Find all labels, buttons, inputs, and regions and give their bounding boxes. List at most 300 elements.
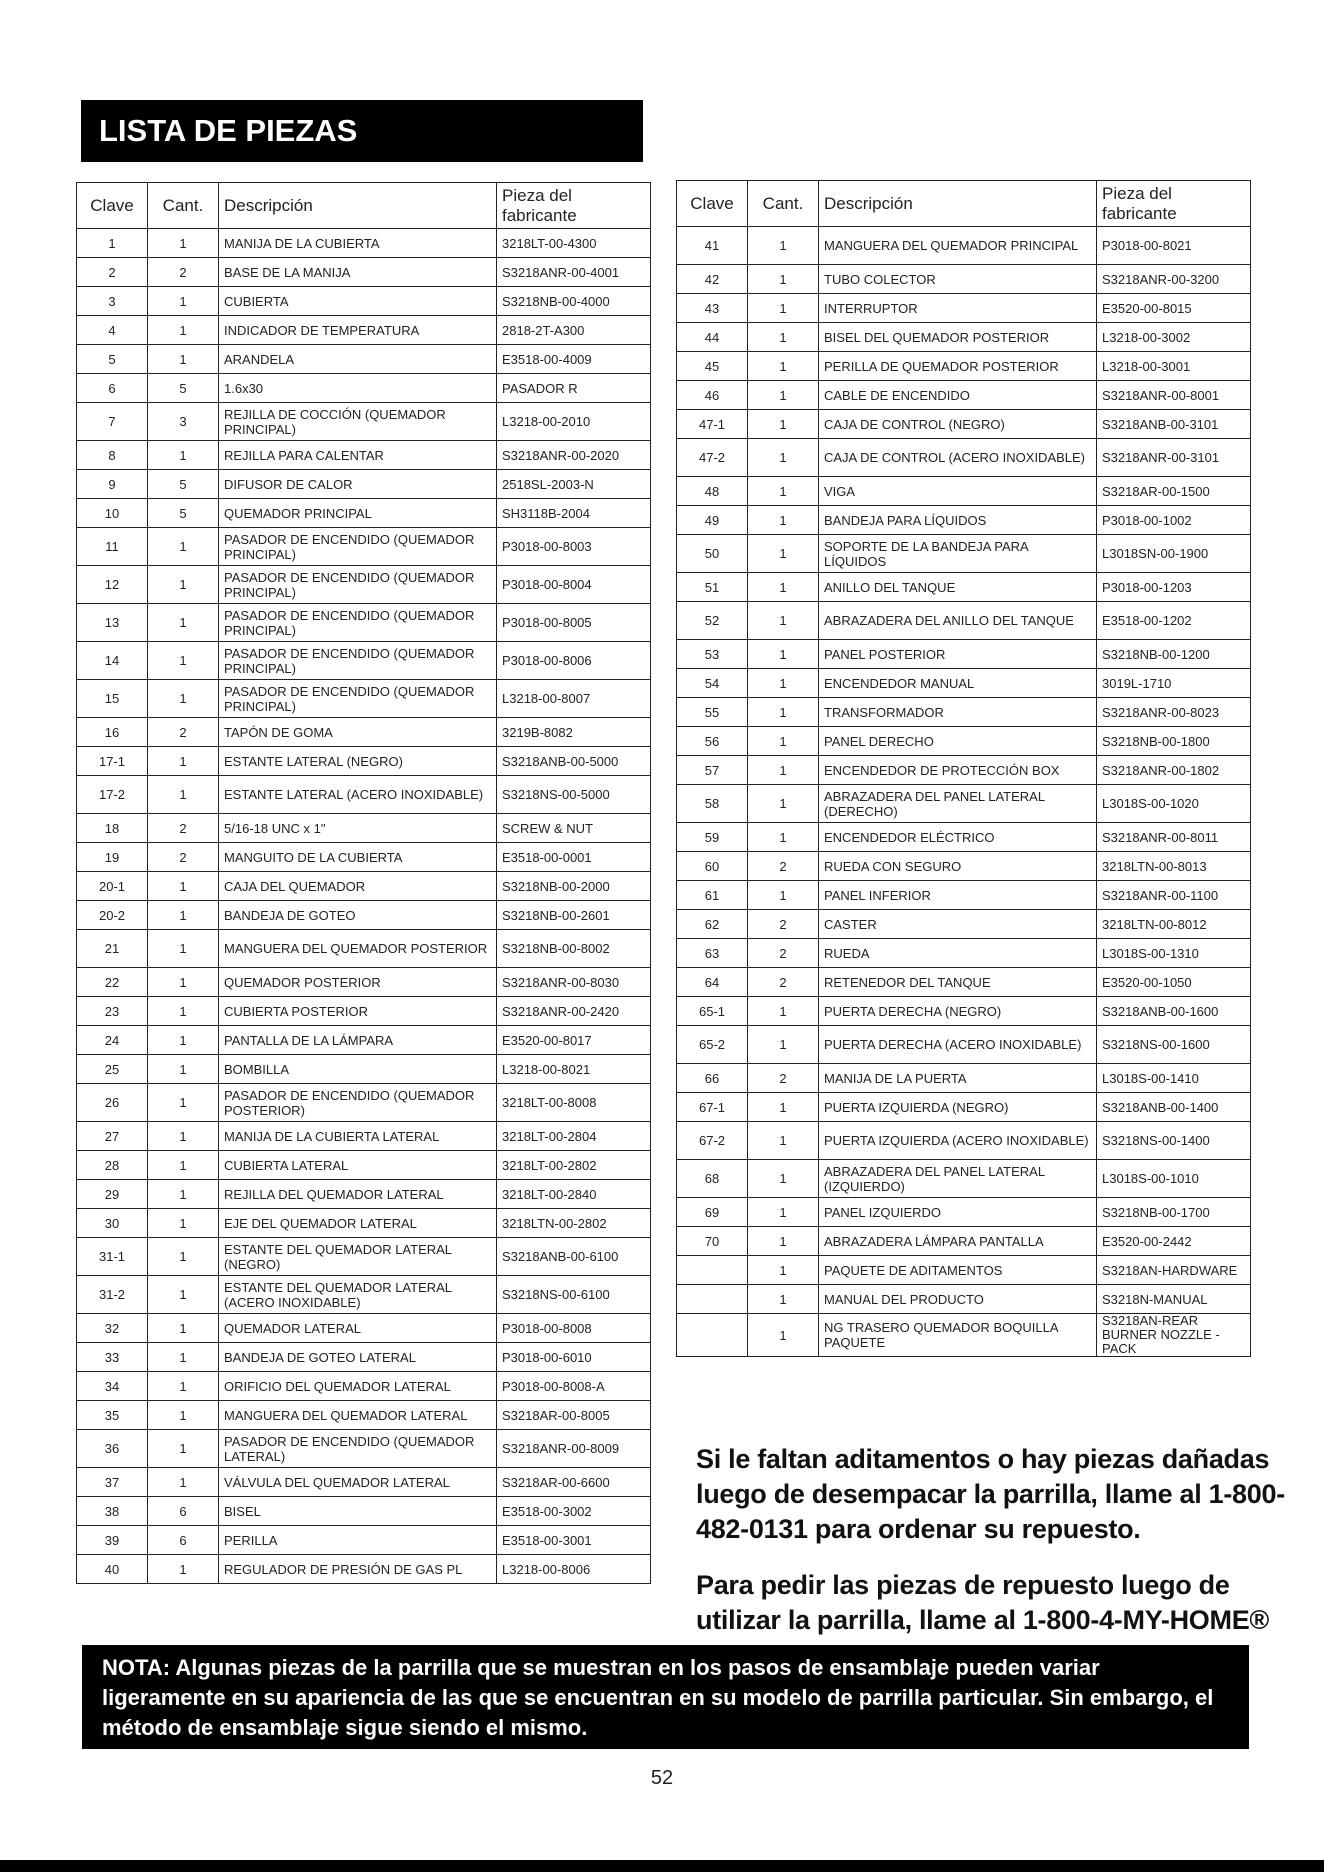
table-row	[77, 901, 651, 930]
row-key: 47-2	[677, 439, 748, 477]
table-row	[677, 352, 1251, 381]
table-row	[77, 229, 651, 258]
row-description: BANDEJA DE GOTEO	[219, 901, 497, 930]
table-row	[677, 602, 1251, 640]
row-description: ESTANTE DEL QUEMADOR LATERAL (NEGRO)	[219, 1238, 497, 1276]
table-row	[77, 1026, 651, 1055]
row-part-number: S3218ANR-00-4001	[497, 258, 651, 287]
row-part-number: S3218AR-00-1500	[1097, 477, 1251, 506]
row-part-number: L3218-00-8007	[497, 680, 651, 718]
row-part-number: SCREW & NUT	[497, 814, 651, 843]
table-row	[77, 441, 651, 470]
table-row	[77, 287, 651, 316]
row-key: 13	[77, 604, 148, 642]
row-description: PERILLA	[219, 1526, 497, 1555]
table-row	[677, 968, 1251, 997]
table-row	[677, 439, 1251, 477]
row-description: INDICADOR DE TEMPERATURA	[219, 316, 497, 345]
row-key: 56	[677, 727, 748, 756]
row-qty: 1	[748, 881, 819, 910]
row-description: PUERTA DERECHA (ACERO INOXIDABLE)	[819, 1026, 1097, 1064]
row-key: 31-1	[77, 1238, 148, 1276]
row-qty: 1	[748, 756, 819, 785]
table-header-row	[677, 181, 1251, 227]
header-qty: Cant.	[148, 183, 219, 229]
row-description: MANGUERA DEL QUEMADOR LATERAL	[219, 1401, 497, 1430]
row-key: 35	[77, 1401, 148, 1430]
table-row	[77, 1372, 651, 1401]
row-qty: 6	[148, 1497, 219, 1526]
row-key: 8	[77, 441, 148, 470]
row-description: PASADOR DE ENCENDIDO (QUEMADOR PRINCIPAL)	[219, 566, 497, 604]
row-part-number: S3218AN-REAR BURNER NOZZLE -PACK	[1097, 1314, 1251, 1357]
row-part-number: E3518-00-0001	[497, 843, 651, 872]
row-part-number: S3218ANB-00-1400	[1097, 1093, 1251, 1122]
row-part-number: 3218LT-00-2840	[497, 1180, 651, 1209]
row-part-number: S3218N-MANUAL	[1097, 1285, 1251, 1314]
row-qty: 1	[148, 229, 219, 258]
row-part-number: L3018S-00-1010	[1097, 1160, 1251, 1198]
row-key: 39	[77, 1526, 148, 1555]
row-qty: 1	[748, 352, 819, 381]
row-description: MANIJA DE LA PUERTA	[819, 1064, 1097, 1093]
row-qty: 1	[148, 1468, 219, 1497]
row-description: PAQUETE DE ADITAMENTOS	[819, 1256, 1097, 1285]
row-qty: 2	[748, 939, 819, 968]
row-description: PUERTA IZQUIERDA (NEGRO)	[819, 1093, 1097, 1122]
row-part-number: S3218AR-00-8005	[497, 1401, 651, 1430]
row-part-number: S3218NB-00-1200	[1097, 640, 1251, 669]
row-qty: 2	[748, 910, 819, 939]
row-qty: 1	[748, 477, 819, 506]
row-key: 29	[77, 1180, 148, 1209]
row-key: 36	[77, 1430, 148, 1468]
row-description: ENCENDEDOR ELÉCTRICO	[819, 823, 1097, 852]
row-key: 65-1	[677, 997, 748, 1026]
row-qty: 1	[748, 294, 819, 323]
row-qty: 1	[148, 1343, 219, 1372]
row-qty: 1	[148, 1372, 219, 1401]
row-key	[677, 1314, 748, 1357]
row-key: 49	[677, 506, 748, 535]
row-part-number: 2818-2T-A300	[497, 316, 651, 345]
row-part-number: 3218LTN-00-8013	[1097, 852, 1251, 881]
table-row	[77, 499, 651, 528]
row-description: ESTANTE DEL QUEMADOR LATERAL (ACERO INOXIDABLE)	[219, 1276, 497, 1314]
row-part-number: S3218NB-00-8002	[497, 930, 651, 968]
row-qty: 1	[748, 1198, 819, 1227]
row-key: 37	[77, 1468, 148, 1497]
row-qty: 1	[748, 602, 819, 640]
row-key: 70	[677, 1227, 748, 1256]
table-row	[77, 1276, 651, 1314]
row-key: 17-2	[77, 776, 148, 814]
row-qty: 1	[748, 323, 819, 352]
row-qty: 1	[148, 287, 219, 316]
row-qty: 2	[148, 814, 219, 843]
row-part-number: P3018-00-1002	[1097, 506, 1251, 535]
row-key: 59	[677, 823, 748, 852]
bottom-rule	[0, 1860, 1324, 1872]
row-description: ABRAZADERA DEL ANILLO DEL TANQUE	[819, 602, 1097, 640]
table-row	[677, 640, 1251, 669]
row-description: ESTANTE LATERAL (ACERO INOXIDABLE)	[219, 776, 497, 814]
table-row	[77, 258, 651, 287]
table-row	[77, 1401, 651, 1430]
row-qty: 1	[748, 727, 819, 756]
header-part-number: Pieza del fabricante	[1097, 181, 1251, 227]
row-description: QUEMADOR LATERAL	[219, 1314, 497, 1343]
page-title: LISTA DE PIEZAS	[81, 100, 643, 162]
row-description: PERILLA DE QUEMADOR POSTERIOR	[819, 352, 1097, 381]
row-qty: 1	[748, 410, 819, 439]
row-key: 22	[77, 968, 148, 997]
row-qty: 1	[148, 901, 219, 930]
parts-table-left-body	[77, 229, 651, 1584]
row-key: 66	[677, 1064, 748, 1093]
row-key: 46	[677, 381, 748, 410]
table-row	[77, 1555, 651, 1584]
row-qty: 1	[748, 669, 819, 698]
row-qty: 1	[148, 1238, 219, 1276]
table-row	[77, 642, 651, 680]
row-qty: 2	[148, 843, 219, 872]
row-part-number: 3218LTN-00-2802	[497, 1209, 651, 1238]
row-key: 33	[77, 1343, 148, 1372]
row-key: 15	[77, 680, 148, 718]
row-qty: 1	[148, 642, 219, 680]
table-row	[677, 477, 1251, 506]
row-description: BASE DE LA MANIJA	[219, 258, 497, 287]
row-key	[677, 1256, 748, 1285]
row-qty: 1	[748, 506, 819, 535]
table-row	[77, 1238, 651, 1276]
row-key: 67-1	[677, 1093, 748, 1122]
table-row	[677, 1122, 1251, 1160]
row-qty: 2	[148, 718, 219, 747]
table-row	[77, 1151, 651, 1180]
row-qty: 1	[148, 1276, 219, 1314]
row-part-number: E3518-00-3002	[497, 1497, 651, 1526]
row-part-number: P3018-00-1203	[1097, 573, 1251, 602]
row-key: 68	[677, 1160, 748, 1198]
row-key: 52	[677, 602, 748, 640]
table-row	[77, 1122, 651, 1151]
row-qty: 1	[148, 776, 219, 814]
row-description: EJE DEL QUEMADOR LATERAL	[219, 1209, 497, 1238]
row-qty: 1	[748, 823, 819, 852]
row-part-number: E3520-00-2442	[1097, 1227, 1251, 1256]
row-part-number: S3218NS-00-1400	[1097, 1122, 1251, 1160]
table-row	[77, 680, 651, 718]
row-key: 32	[77, 1314, 148, 1343]
row-qty: 1	[148, 968, 219, 997]
table-row	[677, 535, 1251, 573]
row-key: 63	[677, 939, 748, 968]
row-part-number: L3018S-00-1020	[1097, 785, 1251, 823]
row-key: 40	[77, 1555, 148, 1584]
row-part-number: P3018-00-8021	[1097, 227, 1251, 265]
table-row	[77, 1084, 651, 1122]
row-description: BANDEJA DE GOTEO LATERAL	[219, 1343, 497, 1372]
row-qty: 1	[748, 535, 819, 573]
row-key: 48	[677, 477, 748, 506]
row-description: SOPORTE DE LA BANDEJA PARA LÍQUIDOS	[819, 535, 1097, 573]
row-description: PANEL INFERIOR	[819, 881, 1097, 910]
row-qty: 6	[148, 1526, 219, 1555]
row-part-number: S3218ANR-00-2020	[497, 441, 651, 470]
row-key: 23	[77, 997, 148, 1026]
row-key: 20-1	[77, 872, 148, 901]
order-parts-message: Para pedir las piezas de repuesto luego de utilizar la parrilla, llame al 1-800-4-MY-HOME®	[696, 1570, 1269, 1635]
parts-table-right	[676, 180, 1251, 1357]
table-row	[77, 968, 651, 997]
row-part-number: S3218ANB-00-5000	[497, 747, 651, 776]
row-part-number: S3218NB-00-2000	[497, 872, 651, 901]
header-key: Clave	[677, 181, 748, 227]
row-key: 51	[677, 573, 748, 602]
row-description: ESTANTE LATERAL (NEGRO)	[219, 747, 497, 776]
row-description: CAJA DEL QUEMADOR	[219, 872, 497, 901]
row-part-number: 3218LTN-00-8012	[1097, 910, 1251, 939]
row-qty: 1	[148, 1430, 219, 1468]
row-qty: 1	[148, 1084, 219, 1122]
row-description: PANEL DERECHO	[819, 727, 1097, 756]
row-description: PASADOR DE ENCENDIDO (QUEMADOR PRINCIPAL)	[219, 528, 497, 566]
row-description: CASTER	[819, 910, 1097, 939]
row-description: PANTALLA DE LA LÁMPARA	[219, 1026, 497, 1055]
row-key: 4	[77, 316, 148, 345]
table-row	[677, 756, 1251, 785]
row-part-number: L3218-00-2010	[497, 403, 651, 441]
row-key: 3	[77, 287, 148, 316]
table-row	[77, 566, 651, 604]
row-qty: 2	[748, 1064, 819, 1093]
row-key: 69	[677, 1198, 748, 1227]
row-description: MANUAL DEL PRODUCTO	[819, 1285, 1097, 1314]
row-part-number: 2518SL-2003-N	[497, 470, 651, 499]
row-key: 5	[77, 345, 148, 374]
row-part-number: S3218ANB-00-6100	[497, 1238, 651, 1276]
table-row	[677, 227, 1251, 265]
row-part-number: P3018-00-6010	[497, 1343, 651, 1372]
table-row	[77, 1055, 651, 1084]
table-header-row	[77, 183, 651, 229]
row-key: 55	[677, 698, 748, 727]
row-qty: 1	[148, 1209, 219, 1238]
table-row	[677, 727, 1251, 756]
table-row	[677, 997, 1251, 1026]
row-description: BANDEJA PARA LÍQUIDOS	[819, 506, 1097, 535]
row-description: VIGA	[819, 477, 1097, 506]
row-part-number: L3218-00-3002	[1097, 323, 1251, 352]
table-row	[677, 1160, 1251, 1198]
row-description: ENCENDEDOR DE PROTECCIÓN BOX	[819, 756, 1097, 785]
row-description: ABRAZADERA DEL PANEL LATERAL (IZQUIERDO)	[819, 1160, 1097, 1198]
row-description: DIFUSOR DE CALOR	[219, 470, 497, 499]
row-key: 34	[77, 1372, 148, 1401]
row-description: VÁLVULA DEL QUEMADOR LATERAL	[219, 1468, 497, 1497]
row-part-number: E3518-00-3001	[497, 1526, 651, 1555]
row-description: BISEL DEL QUEMADOR POSTERIOR	[819, 323, 1097, 352]
row-description: PUERTA DERECHA (NEGRO)	[819, 997, 1097, 1026]
row-qty: 1	[148, 1401, 219, 1430]
row-qty: 1	[148, 604, 219, 642]
row-description: ARANDELA	[219, 345, 497, 374]
row-description: PASADOR DE ENCENDIDO (QUEMADOR PRINCIPAL)	[219, 680, 497, 718]
row-description: CAJA DE CONTROL (ACERO INOXIDABLE)	[819, 439, 1097, 477]
row-key: 17-1	[77, 747, 148, 776]
row-description: PANEL POSTERIOR	[819, 640, 1097, 669]
row-key: 43	[677, 294, 748, 323]
row-qty: 3	[148, 403, 219, 441]
row-description: MANGUERA DEL QUEMADOR POSTERIOR	[219, 930, 497, 968]
row-key: 57	[677, 756, 748, 785]
row-description: PUERTA IZQUIERDA (ACERO INOXIDABLE)	[819, 1122, 1097, 1160]
table-row	[77, 345, 651, 374]
row-qty: 1	[148, 1555, 219, 1584]
row-key: 61	[677, 881, 748, 910]
row-description: QUEMADOR PRINCIPAL	[219, 499, 497, 528]
row-part-number: S3218ANB-00-3101	[1097, 410, 1251, 439]
table-row	[677, 1285, 1251, 1314]
row-key	[677, 1285, 748, 1314]
page-number: 52	[650, 1767, 674, 1789]
row-part-number: E3518-00-4009	[497, 345, 651, 374]
table-row	[677, 1256, 1251, 1285]
row-qty: 1	[148, 1314, 219, 1343]
table-row	[677, 265, 1251, 294]
row-part-number: L3218-00-8021	[497, 1055, 651, 1084]
table-row	[677, 881, 1251, 910]
row-description: TUBO COLECTOR	[819, 265, 1097, 294]
row-part-number: S3218AN-HARDWARE	[1097, 1256, 1251, 1285]
row-part-number: P3018-00-8004	[497, 566, 651, 604]
row-key: 60	[677, 852, 748, 881]
row-key: 24	[77, 1026, 148, 1055]
row-key: 44	[677, 323, 748, 352]
row-qty: 1	[148, 872, 219, 901]
table-row	[677, 1026, 1251, 1064]
row-description: CABLE DE ENCENDIDO	[819, 381, 1097, 410]
row-key: 1	[77, 229, 148, 258]
row-qty: 1	[748, 1256, 819, 1285]
row-key: 12	[77, 566, 148, 604]
row-qty: 1	[148, 528, 219, 566]
row-part-number: S3218ANR-00-3101	[1097, 439, 1251, 477]
row-qty: 1	[748, 381, 819, 410]
header-description: Descripción	[819, 181, 1097, 227]
row-key: 21	[77, 930, 148, 968]
row-qty: 1	[148, 997, 219, 1026]
row-description: PASADOR DE ENCENDIDO (QUEMADOR LATERAL)	[219, 1430, 497, 1468]
table-row	[677, 785, 1251, 823]
row-qty: 1	[148, 680, 219, 718]
row-description: ORIFICIO DEL QUEMADOR LATERAL	[219, 1372, 497, 1401]
row-description: ABRAZADERA DEL PANEL LATERAL (DERECHO)	[819, 785, 1097, 823]
row-qty: 1	[148, 316, 219, 345]
row-qty: 1	[748, 439, 819, 477]
table-row	[77, 1497, 651, 1526]
row-qty: 1	[148, 566, 219, 604]
table-row	[77, 997, 651, 1026]
row-qty: 1	[148, 441, 219, 470]
assembly-note: NOTA: Algunas piezas de la parrilla que se muestran en los pasos de ensamblaje pueden variar ligeramente en su apariencia de las que se encuentran en su modelo de parrilla particular. Sin embargo, el método de ensamblaje sigue siendo el mismo.	[82, 1645, 1249, 1749]
table-row	[677, 669, 1251, 698]
row-description: TRANSFORMADOR	[819, 698, 1097, 727]
row-description: CUBIERTA	[219, 287, 497, 316]
table-row	[677, 1064, 1251, 1093]
row-qty: 5	[148, 374, 219, 403]
row-part-number: 3218LT-00-2804	[497, 1122, 651, 1151]
row-qty: 1	[748, 1026, 819, 1064]
row-key: 14	[77, 642, 148, 680]
row-key: 64	[677, 968, 748, 997]
table-row	[677, 1198, 1251, 1227]
table-row	[77, 872, 651, 901]
row-key: 65-2	[677, 1026, 748, 1064]
row-part-number: S3218NB-00-4000	[497, 287, 651, 316]
row-description: MANGUITO DE LA CUBIERTA	[219, 843, 497, 872]
row-qty: 1	[748, 1122, 819, 1160]
row-part-number: L3018SN-00-1900	[1097, 535, 1251, 573]
row-description: RUEDA	[819, 939, 1097, 968]
row-description: PANEL IZQUIERDO	[819, 1198, 1097, 1227]
row-key: 47-1	[677, 410, 748, 439]
row-key: 26	[77, 1084, 148, 1122]
row-part-number: E3520-00-8017	[497, 1026, 651, 1055]
row-part-number: E3518-00-1202	[1097, 602, 1251, 640]
row-part-number: S3218ANR-00-8011	[1097, 823, 1251, 852]
header-qty: Cant.	[748, 181, 819, 227]
table-row	[77, 1430, 651, 1468]
row-part-number: SH3118B-2004	[497, 499, 651, 528]
row-description: MANIJA DE LA CUBIERTA	[219, 229, 497, 258]
row-qty: 1	[148, 930, 219, 968]
row-key: 19	[77, 843, 148, 872]
row-description: INTERRUPTOR	[819, 294, 1097, 323]
row-part-number: 3019L-1710	[1097, 669, 1251, 698]
row-key: 67-2	[677, 1122, 748, 1160]
row-qty: 5	[148, 470, 219, 499]
row-description: REJILLA DEL QUEMADOR LATERAL	[219, 1180, 497, 1209]
row-key: 62	[677, 910, 748, 939]
row-part-number: S3218ANR-00-8001	[1097, 381, 1251, 410]
row-qty: 1	[748, 785, 819, 823]
table-row	[677, 852, 1251, 881]
row-part-number: L3018S-00-1310	[1097, 939, 1251, 968]
row-part-number: L3218-00-3001	[1097, 352, 1251, 381]
row-part-number: S3218ANR-00-8023	[1097, 698, 1251, 727]
row-qty: 1	[148, 1055, 219, 1084]
row-description: CUBIERTA POSTERIOR	[219, 997, 497, 1026]
table-row	[677, 506, 1251, 535]
row-qty: 1	[748, 265, 819, 294]
table-row	[77, 470, 651, 499]
row-key: 42	[677, 265, 748, 294]
table-row	[77, 718, 651, 747]
table-row	[77, 1314, 651, 1343]
row-description: RUEDA CON SEGURO	[819, 852, 1097, 881]
row-description: BOMBILLA	[219, 1055, 497, 1084]
row-part-number: S3218ANB-00-1600	[1097, 997, 1251, 1026]
row-part-number: P3018-00-8006	[497, 642, 651, 680]
table-row	[77, 374, 651, 403]
row-qty: 2	[148, 258, 219, 287]
row-key: 28	[77, 1151, 148, 1180]
header-description: Descripción	[219, 183, 497, 229]
row-part-number: 3218LT-00-4300	[497, 229, 651, 258]
